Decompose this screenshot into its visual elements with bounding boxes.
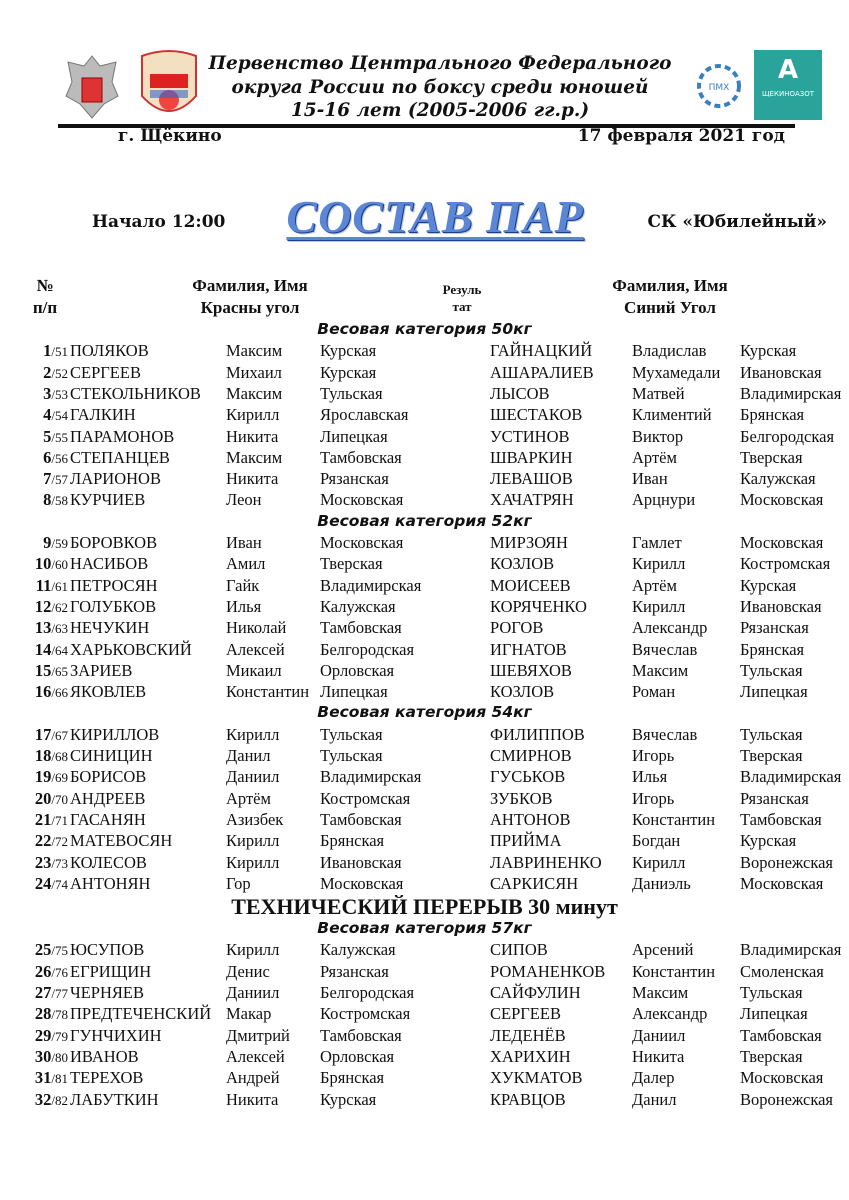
blue-name: Арцнури [632,490,696,510]
table-row [0,383,849,404]
red-region: Брянская [320,831,385,851]
bout-number: 4/54 [43,405,68,425]
blue-surname: КОЗЛОВ [490,682,555,702]
blue-surname: ЛЕВАШОВ [490,469,573,489]
table-row [0,404,849,425]
blue-surname: ЛЫСОВ [490,383,550,403]
blue-surname: ГАЙНАЦКИЙ [490,341,593,361]
red-surname: СЕРГЕЕВ [70,362,141,382]
table-row [0,489,849,510]
blue-region: Владимирская [740,767,842,787]
bout-number: 14/64 [34,639,68,659]
blue-name: Кирилл [632,554,686,574]
blue-name: Александр [632,1004,708,1024]
red-name: Гайк [226,575,260,595]
bout-number: 13/63 [34,618,68,638]
table-row [0,660,849,681]
blue-region: Московская [740,873,824,893]
bout-number: 7/57 [43,469,68,489]
red-name: Даниил [226,983,280,1002]
blue-name: Максим [632,983,689,1002]
blue-name: Никита [632,1046,685,1066]
blue-region: Курская [740,341,797,361]
blue-name: Игорь [632,788,675,808]
blue-region: Московская [740,533,824,552]
blue-name: Матвей [632,383,685,403]
blue-region: Смоленская [740,961,824,981]
table-row [0,468,849,489]
red-surname: БОРОВКОВ [70,533,158,552]
bout-number: 6/56 [43,447,68,467]
blue-region: Брянская [740,405,805,425]
red-name: Леон [226,490,262,510]
bout-number: 26/76 [34,961,68,981]
red-surname: ЛАРИОНОВ [70,469,161,489]
red-surname: ЧЕРНЯЕВ [70,983,144,1002]
red-surname: СТЕПАНЦЕВ [70,447,170,467]
bout-number: 1/51 [43,341,68,361]
blue-name: Вячеслав [632,724,698,744]
red-region: Орловская [320,1046,395,1066]
table-row [0,532,849,553]
table-row [0,809,849,830]
red-region: Костромская [320,788,411,808]
blue-surname: МИРЗОЯН [490,533,568,552]
blue-region: Рязанская [740,788,809,808]
blue-name: Климентий [632,405,712,425]
red-name: Кирилл [226,852,280,872]
blue-surname: ХАРИХИН [490,1046,571,1066]
table-row [0,1067,849,1088]
blue-region: Тульская [740,660,803,680]
red-region: Ивановская [320,852,402,872]
blue-surname: САРКИСЯН [490,873,579,893]
blue-region: Тамбовская [740,809,822,829]
bout-number: 32/82 [34,1089,68,1109]
blue-name: Кирилл [632,852,686,872]
red-region: Тамбовская [320,447,402,467]
table-row [0,1046,849,1067]
red-name: Иван [226,533,262,552]
red-surname: АНДРЕЕВ [70,788,146,808]
red-name: Андрей [226,1068,280,1088]
blue-name: Кирилл [632,596,686,616]
red-region: Брянская [320,1068,385,1088]
bout-number: 5/55 [43,426,68,446]
blue-surname: АШАРАЛИЕВ [490,362,594,382]
blue-name: Игорь [632,746,675,765]
blue-region: Тверская [740,1046,803,1066]
blue-name: Владислав [632,341,707,361]
blue-surname: ХУКМАТОВ [490,1068,583,1088]
blue-name: Артём [632,447,677,467]
red-surname: СТЕКОЛЬНИКОВ [70,383,201,403]
table-row [0,873,849,894]
bout-number: 9/59 [43,533,68,552]
bout-number: 10/60 [34,554,68,574]
red-surname: ЗАРИЕВ [70,660,133,680]
event-title: Первенство Центрального Федерального округа России по боксу среди юношей 15-16 лет (2005-2006 гг.р.) [208,53,672,121]
blue-name: Вячеслав [632,639,698,659]
red-region: Тамбовская [320,1025,402,1045]
red-region: Тульская [320,746,383,765]
col-num-top: № [36,276,54,295]
red-name: Алексей [226,639,285,659]
red-name: Азизбек [226,809,284,829]
table-row [0,724,849,745]
bout-number: 27/77 [34,983,68,1002]
start-time: Начало 12:00 [92,212,226,232]
blue-surname: УСТИНОВ [490,426,570,446]
table-row [0,982,849,1003]
blue-surname: ЛАВРИНЕНКО [490,852,602,872]
red-surname: ГУНЧИХИН [70,1025,162,1045]
red-surname: СИНИЦИН [70,746,153,765]
blue-surname: РОГОВ [490,618,544,638]
table-row [0,617,849,638]
red-region: Тамбовская [320,809,402,829]
blue-surname: САЙФУЛИН [490,983,581,1002]
red-surname: АНТОНЯН [70,873,151,893]
table-row [0,553,849,574]
red-surname: ИВАНОВ [70,1046,139,1066]
blue-region: Тульская [740,983,803,1002]
red-surname: НЕЧУКИН [70,618,150,638]
table-row [0,340,849,361]
red-surname: БОРИСОВ [70,767,147,787]
red-name: Данил [226,746,271,765]
blue-region: Рязанская [740,618,809,638]
col-result-bottom: тат [452,299,472,314]
red-region: Калужская [320,940,396,960]
red-name: Кирилл [226,831,280,851]
bout-number: 23/73 [34,852,68,872]
blue-surname: ШЕВЯХОВ [490,660,572,680]
red-name: Максим [226,341,283,361]
red-surname: КОЛЕСОВ [70,852,147,872]
document-title: СОСТАВ ПАР [286,191,584,242]
red-region: Московская [320,533,404,552]
red-name: Никита [226,426,279,446]
red-surname: ГАЛКИН [70,405,136,425]
red-name: Кирилл [226,405,280,425]
red-surname: КИРИЛЛОВ [70,724,160,744]
bout-number: 2/52 [43,362,68,382]
red-region: Ярославская [320,405,409,425]
table-row [0,362,849,383]
red-name: Максим [226,383,283,403]
red-surname: ПОЛЯКОВ [70,341,149,361]
red-name: Амил [226,554,266,574]
red-name: Николай [226,618,287,638]
red-name: Кирилл [226,940,280,960]
blue-name: Гамлет [632,533,682,552]
red-surname: ЯКОВЛЕВ [70,682,147,702]
red-name: Максим [226,447,283,467]
table-row [0,745,849,766]
blue-region: Белгородская [740,426,835,446]
blue-surname: СИПОВ [490,940,548,960]
bout-number: 29/79 [34,1025,68,1045]
blue-region: Тверская [740,447,803,467]
col-blue-top: Фамилия, Имя [612,276,728,295]
red-surname: ПРЕДТЕЧЕНСКИЙ [70,1004,212,1024]
red-surname: ТЕРЕХОВ [70,1068,144,1088]
red-region: Липецкая [320,426,388,446]
blue-region: Тамбовская [740,1025,822,1045]
red-region: Курская [320,1089,377,1109]
table-row [0,961,849,982]
bout-number: 25/75 [34,940,68,960]
blue-name: Богдан [632,831,681,851]
venue: СК «Юбилейный» [647,212,827,232]
bout-number: 28/78 [34,1004,68,1024]
blue-name: Далер [632,1068,675,1088]
red-region: Калужская [320,596,396,616]
red-name: Даниил [226,767,280,787]
blue-region: Курская [740,831,797,851]
red-region: Владимирская [320,575,422,595]
red-surname: МАТЕВОСЯН [70,831,173,851]
red-name: Константин [226,682,310,702]
blue-surname: ИГНАТОВ [490,639,567,659]
bout-number: 20/70 [34,788,68,808]
red-region: Белгородская [320,983,415,1002]
bout-number: 19/69 [34,767,68,787]
bout-number: 17/67 [34,724,68,744]
city: г. Щёкино [118,126,222,146]
blue-region: Московская [740,490,824,510]
technical-break: ТЕХНИЧЕСКИЙ ПЕРЕРЫВ 30 минут [231,894,618,920]
table-row [0,639,849,660]
red-name: Никита [226,1089,279,1109]
red-region: Тверская [320,554,383,574]
blue-name: Даниэль [632,873,691,893]
table-row [0,852,849,873]
red-surname: ХАРЬКОВСКИЙ [70,639,192,659]
red-region: Орловская [320,660,395,680]
blue-surname: КОРЯЧЕНКО [490,596,587,616]
table-row [0,766,849,787]
table-row [0,830,849,851]
red-name: Дмитрий [226,1025,290,1045]
red-region: Тульская [320,724,383,744]
table-row [0,447,849,468]
blue-surname: СМИРНОВ [490,746,572,765]
blue-name: Виктор [632,426,684,446]
red-surname: ЕГРИЩИН [70,961,152,981]
col-blue-bottom: Синий Угол [624,298,716,317]
blue-surname: ХАЧАТРЯН [490,490,574,510]
blue-surname: АНТОНОВ [490,809,571,829]
red-region: Липецкая [320,682,388,702]
red-name: Кирилл [226,724,280,744]
red-region: Рязанская [320,469,389,489]
blue-region: Владимирская [740,940,842,960]
blue-surname: ЗУБКОВ [490,788,553,808]
blue-surname: СЕРГЕЕВ [490,1004,561,1024]
event-date: 17 февраля 2021 год [577,126,785,146]
red-region: Белгородская [320,639,415,659]
red-region: Курская [320,362,377,382]
blue-name: Артём [632,575,677,595]
red-region: Тамбовская [320,618,402,638]
bout-number: 12/62 [34,596,68,616]
blue-region: Липецкая [740,1004,808,1024]
shchekinoazot-logo: A ЩЕКИНОАЗОТ [754,50,822,120]
bout-number: 24/74 [34,873,68,893]
red-region: Тульская [320,383,383,403]
blue-region: Ивановская [740,362,822,382]
red-surname: ЮСУПОВ [70,940,145,960]
blue-name: Роман [632,682,676,702]
col-red-top: Фамилия, Имя [192,276,308,295]
red-region: Московская [320,490,404,510]
blue-surname: ШЕСТАКОВ [490,405,583,425]
blue-surname: ГУСЬКОВ [490,767,566,787]
col-num-bottom: п/п [32,298,58,317]
table-row [0,596,849,617]
blue-name: Арсений [632,940,694,960]
weight-category-heading: Весовая категория 50кг [317,320,532,338]
bout-number: 8/58 [43,490,68,510]
bout-number: 3/53 [43,383,68,403]
table-row [0,939,849,960]
col-red-bottom: Красны угол [200,298,300,317]
ministry-emblem-logo [64,52,120,127]
red-surname: ГАСАНЯН [70,809,146,829]
bout-number: 15/65 [34,660,68,680]
blue-surname: ШВАРКИН [490,447,573,467]
red-name: Илья [226,596,262,616]
bout-number: 22/72 [34,831,68,851]
red-region: Московская [320,873,404,893]
weight-category-heading: Весовая категория 57кг [317,919,532,938]
weight-category-heading: Весовая категория 52кг [317,511,532,530]
table-row [0,788,849,809]
blue-region: Курская [740,575,797,595]
red-surname: ЛАБУТКИН [70,1089,159,1109]
blue-name: Константин [632,809,716,829]
bout-number: 31/81 [34,1068,68,1088]
table-row [0,426,849,447]
blue-region: Воронежская [740,852,834,872]
blue-name: Илья [632,767,668,787]
red-surname: ПАРАМОНОВ [70,426,175,446]
table-row [0,681,849,702]
weight-category-heading: Весовая категория 54кг [317,703,532,722]
blue-region: Московская [740,1068,824,1088]
blue-name: Даниил [632,1025,686,1045]
blue-surname: МОИСЕЕВ [490,575,571,595]
bout-number: 18/68 [34,746,68,765]
blue-name: Максим [632,660,689,680]
blue-name: Александр [632,618,708,638]
red-name: Михаил [226,362,282,382]
blue-region: Брянская [740,639,805,659]
red-name: Гор [226,873,251,893]
red-name: Артём [226,788,271,808]
blue-region: Владимирская [740,383,842,403]
bout-number: 16/66 [34,682,68,702]
red-name: Макар [226,1004,272,1024]
red-surname: ГОЛУБКОВ [70,596,157,616]
red-name: Алексей [226,1046,285,1066]
blue-surname: ПРИЙМА [490,831,562,851]
blue-region: Ивановская [740,596,822,616]
blue-region: Костромская [740,554,831,574]
bout-number: 21/71 [34,809,68,829]
table-row [0,575,849,596]
red-region: Костромская [320,1004,411,1024]
svg-text:ПМХ: ПМХ [708,83,730,93]
red-name: Микаил [226,660,282,680]
bout-number: 11/61 [35,575,68,595]
table-row [0,1003,849,1024]
blue-name: Константин [632,961,716,981]
blue-region: Тульская [740,724,803,744]
red-surname: НАСИБОВ [70,554,149,574]
bout-number: 30/80 [34,1046,68,1066]
col-result-top: Резуль [442,282,482,297]
red-surname: КУРЧИЕВ [70,490,146,510]
red-region: Владимирская [320,767,422,787]
red-region: Рязанская [320,961,389,981]
pmh-logo [694,56,744,121]
red-name: Денис [226,961,270,981]
blue-name: Иван [632,469,668,489]
blue-surname: РОМАНЕНКОВ [490,961,606,981]
blue-region: Липецкая [740,682,808,702]
blue-region: Калужская [740,469,816,489]
blue-name: Данил [632,1089,677,1109]
red-surname: ПЕТРОСЯН [70,575,158,595]
blue-name: Мухамедали [632,362,721,382]
blue-region: Тверская [740,746,803,765]
blue-region: Воронежская [740,1089,834,1109]
table-row [0,1089,849,1110]
blue-surname: КОЗЛОВ [490,554,555,574]
blue-surname: ФИЛИППОВ [490,724,585,744]
blue-surname: ЛЕДЕНЁВ [490,1025,566,1045]
blue-surname: КРАВЦОВ [490,1089,566,1109]
red-name: Никита [226,469,279,489]
red-region: Курская [320,341,377,361]
table-row [0,1025,849,1046]
